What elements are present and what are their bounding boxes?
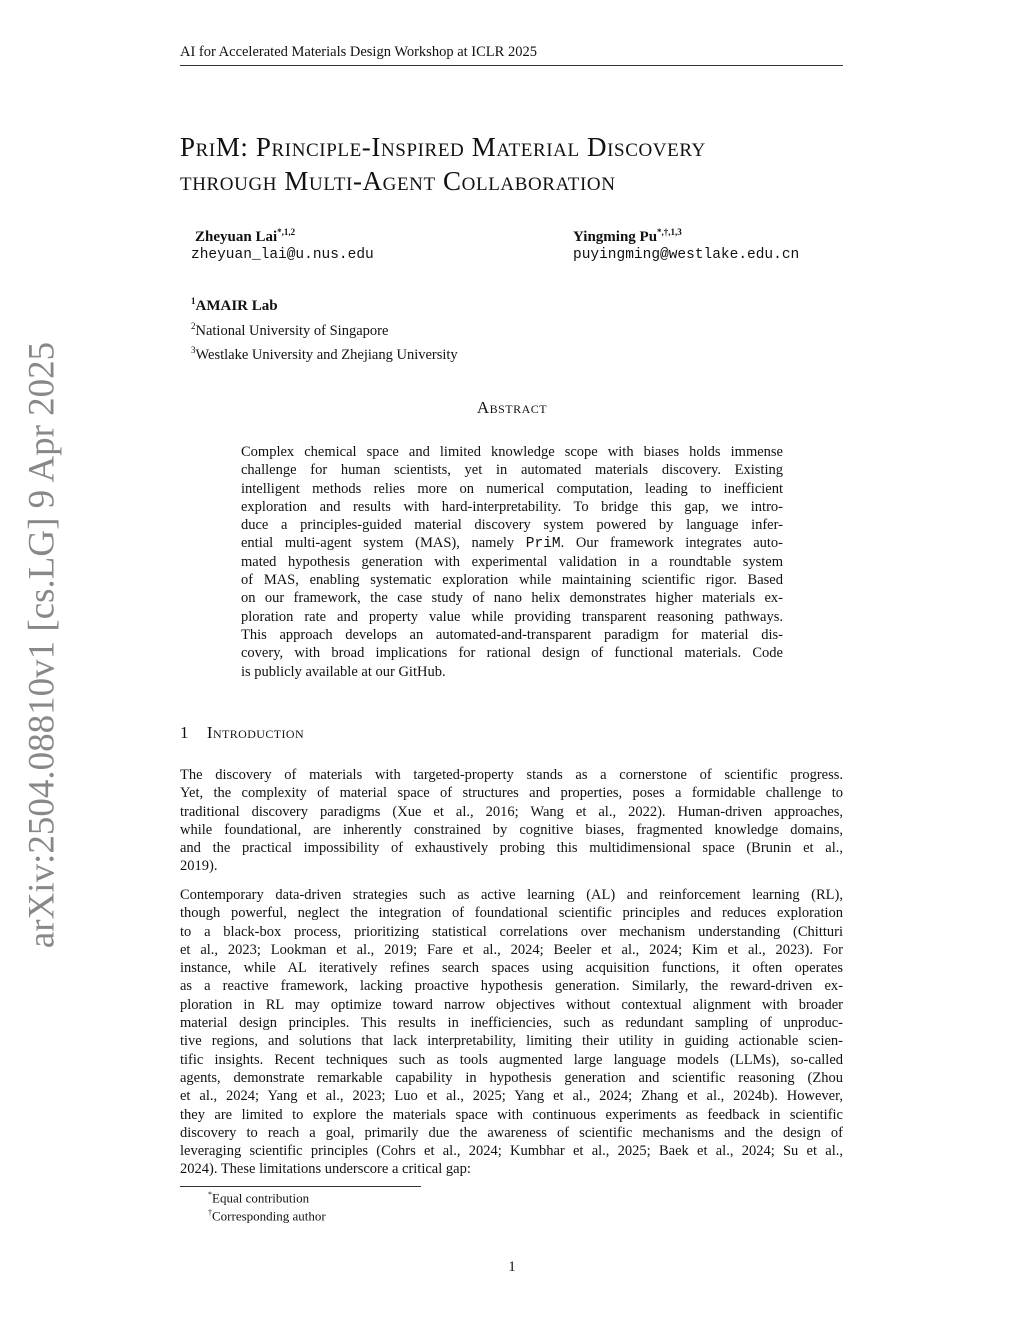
section-number: 1 [180, 723, 189, 742]
intro-paragraph-2 [180, 886, 843, 1179]
running-header: AI for Accelerated Materials Design Workshop at ICLR 2025 [180, 44, 537, 60]
affiliation-num: 1 [191, 296, 196, 306]
arxiv-stamp: arXiv:2504.08810v1 [cs.LG] 9 Apr 2025 [21, 341, 63, 949]
text-line: mated hypothesis generation with experimental validation in a roundtable system [241, 553, 783, 570]
text-line: leveraging scientific principles (Cohrs et al., 2024; Kumbhar et al., 2025; Baek et al., 2024; Su et al., [180, 1143, 843, 1160]
abstract-body [241, 443, 783, 681]
text-line: instance, while AL iteratively refines search spaces using acquisition functions, it often operates [180, 960, 843, 977]
footnote-mark: * [208, 1190, 212, 1199]
text-line: 2019). [180, 858, 218, 875]
text-line: material design principles. This results in inefficiencies, such as redundant sampling of unproduc- [180, 1015, 843, 1032]
author-marks: *,†,1,3 [657, 227, 682, 237]
text-line: challenge for human scientists, yet in automated materials discovery. Existing [241, 462, 783, 479]
text-line: agents, demonstrate remarkable capability in hypothesis generation and scientific reasoning (Zhou [180, 1069, 843, 1086]
text-line: ploration rate and property value while providing transparent reasoning pathways. [241, 608, 783, 625]
section-title: Introduction [206, 723, 305, 742]
footnote-rule [180, 1186, 421, 1187]
text-line: This approach develops an automated-and-transparent paradigm for material dis- [241, 626, 783, 643]
author-email[interactable]: zheyuan_lai@u.nus.edu [191, 247, 374, 263]
text-line: et al., 2023; Lookman et al., 2019; Fare et al., 2024; Beeler et al., 2024; Kim et al., 2023). For [180, 941, 843, 958]
text-line: on our framework, the case study of nano helix demonstrates higher materials ex- [241, 590, 783, 607]
author-2 [573, 227, 682, 246]
intro-paragraph-1 [180, 766, 843, 876]
paper-title [180, 130, 850, 198]
text-line: Yet, the complexity of material space of structures and properties, poses a formidable challenge to [180, 785, 843, 802]
header-rule [180, 65, 843, 66]
text-line: The discovery of materials with targeted-property stands as a cornerstone of scientific progress. [180, 767, 843, 783]
text-line: to a black-box process, prioritizing statistical correlations over mechanism understanding (Chitturi [180, 923, 843, 940]
abstract-heading: Abstract [476, 398, 548, 417]
affiliation: Westlake University and Zhejiang University [195, 346, 458, 363]
footnote-mark: † [208, 1208, 212, 1217]
text-line: intelligent methods relies more on numerical computation, leading to inefficient [241, 480, 783, 497]
author-name: Yingming Pu [573, 229, 658, 245]
affiliation: AMAIR Lab [195, 298, 278, 314]
text-line: tive regions, and solutions that lack interpretability, limiting their utility in guiding actionable scien- [180, 1033, 843, 1050]
text-line: tific insights. Recent techniques such as tools augmented large language models (LLMs), so-called [180, 1051, 843, 1068]
text-line: Contemporary data-driven strategies such as active learning (AL) and reinforcement learning (RL), [180, 887, 843, 903]
author-name: Zheyuan Lai [195, 229, 278, 245]
text-line: though powerful, neglect the integration of foundational scientific principles and reduces exploration [180, 905, 843, 922]
affiliation-num: 3 [191, 344, 196, 355]
text-line: and the practical impossibility of exhaustively probing this multidimensional space (Brunin et al., [180, 840, 843, 857]
author-marks: *,1,2 [277, 227, 296, 237]
section-heading [180, 723, 304, 743]
text-line: discovery to reach a goal, primarily due the awareness of scientific mechanisms and the design of [180, 1124, 843, 1141]
text-line: exploration and results with hard-interpretability. To bridge this gap, we intro- [241, 498, 783, 515]
title-line: through Multi-Agent Collaboration [180, 166, 616, 196]
text-line: ential multi-agent system (MAS), namely PriM. Our framework integrates auto- [241, 535, 784, 553]
text-line: Complex chemical space and limited knowledge scope with biases holds immense [241, 444, 783, 460]
author-1 [195, 227, 295, 246]
footnote [208, 1208, 326, 1224]
text-line: of MAS, enabling systematic exploration while maintaining scientific rigor. Based [241, 572, 783, 589]
affiliations [191, 292, 458, 365]
author-email[interactable]: puyingming@westlake.edu.cn [573, 247, 800, 263]
footnote-text: Corresponding author [212, 1208, 326, 1224]
text-line: duce a principles-guided material discovery system powered by language infer- [241, 517, 783, 534]
text-line: 2024). These limitations underscore a critical gap: [180, 1161, 471, 1178]
text-line: is publicly available at our GitHub. [241, 663, 446, 680]
page-number: 1 [508, 1259, 516, 1275]
title-line: PriM: Principle-Inspired Material Discovery [180, 132, 706, 162]
affiliation: National University of Singapore [195, 322, 389, 339]
text-line: et al., 2024; Yang et al., 2023; Luo et al., 2025; Yang et al., 2024; Zhang et al., 2024b). However, [180, 1088, 843, 1105]
text-line: while foundational, are inherently constrained by cognitive biases, fragmented knowledge domains, [180, 821, 843, 838]
text-line: traditional discovery paradigms (Xue et al., 2016; Wang et al., 2022). Human-driven approaches, [180, 803, 843, 820]
footnote [208, 1190, 309, 1206]
text-line: as a reactive framework, lacking proactive hypothesis generation. Similarly, the reward-driven ex- [180, 978, 843, 995]
text-line: covery, with broad implications for rational design of functional materials. Code [241, 645, 783, 662]
text-line: they are limited to explore the materials space with continuous experiments as feedback in scientific [180, 1106, 843, 1123]
footnote-text: Equal contribution [212, 1190, 310, 1206]
affiliation-num: 2 [191, 320, 196, 331]
text-line: ploration in RL may optimize toward narrow objectives without contextual alignment with broader [180, 996, 843, 1013]
